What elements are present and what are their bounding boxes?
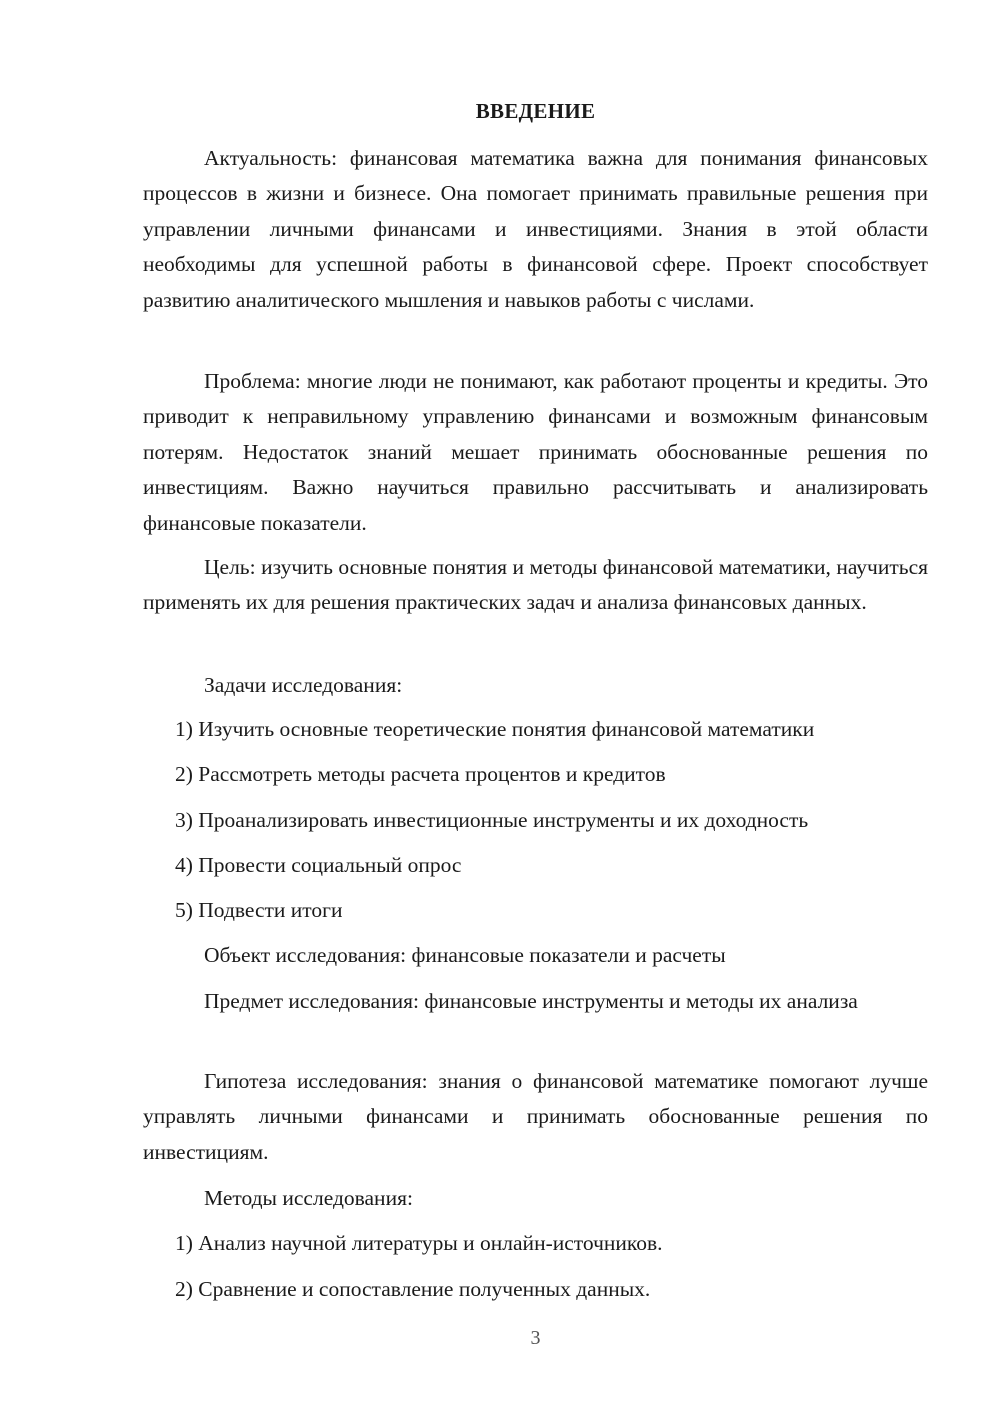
relevance-paragraph: Актуальность: финансовая математика важна для понимания финансовых процессов в жизни и бизнесе. Она помогает принимать правильные решения при управлении личными финансами и инвестициями. Знания в этой области необходимы для успешной работы в финансовой сфере. Проект способствует развитию аналитического мышления и навыков работы с числами.	[143, 146, 928, 312]
task-item: 1) Изучить основные теоретические понятия финансовой математики	[175, 717, 815, 741]
task-item: 4) Провести социальный опрос	[175, 853, 462, 877]
problem-paragraph: Проблема: многие люди не понимают, как работают проценты и кредиты. Это приводит к неправильному управлению финансами и возможным финансовым потерям. Недостаток знаний мешает принимать обоснованные решения по инвестициям. Важно научиться правильно рассчитывать и анализировать финансовые показатели.	[143, 369, 928, 535]
hypothesis-paragraph: Гипотеза исследования: знания о финансовой математике помогают лучше управлять личными финансами и принимать обоснованные решения по инвестициям.	[143, 1069, 928, 1164]
page-title: ВВЕДЕНИЕ	[475, 99, 596, 123]
task-item: 3) Проанализировать инвестиционные инструменты и их доходность	[175, 808, 809, 832]
object-paragraph: Объект исследования: финансовые показатели и расчеты	[204, 943, 726, 967]
subject-paragraph: Предмет исследования: финансовые инструменты и методы их анализа	[204, 989, 858, 1013]
tasks-heading: Задачи исследования:	[204, 673, 403, 697]
page-number: 3	[530, 1327, 541, 1349]
task-item: 2) Рассмотреть методы расчета процентов и кредитов	[175, 762, 666, 786]
methods-heading: Методы исследования:	[204, 1186, 413, 1210]
task-item: 5) Подвести итоги	[175, 898, 343, 922]
goal-paragraph: Цель: изучить основные понятия и методы финансовой математики, научиться применять их для решения практических задач и анализа финансовых данных.	[143, 555, 928, 615]
method-item: 1) Анализ научной литературы и онлайн-источников.	[175, 1231, 663, 1255]
method-item: 2) Сравнение и сопоставление полученных данных.	[175, 1277, 651, 1301]
